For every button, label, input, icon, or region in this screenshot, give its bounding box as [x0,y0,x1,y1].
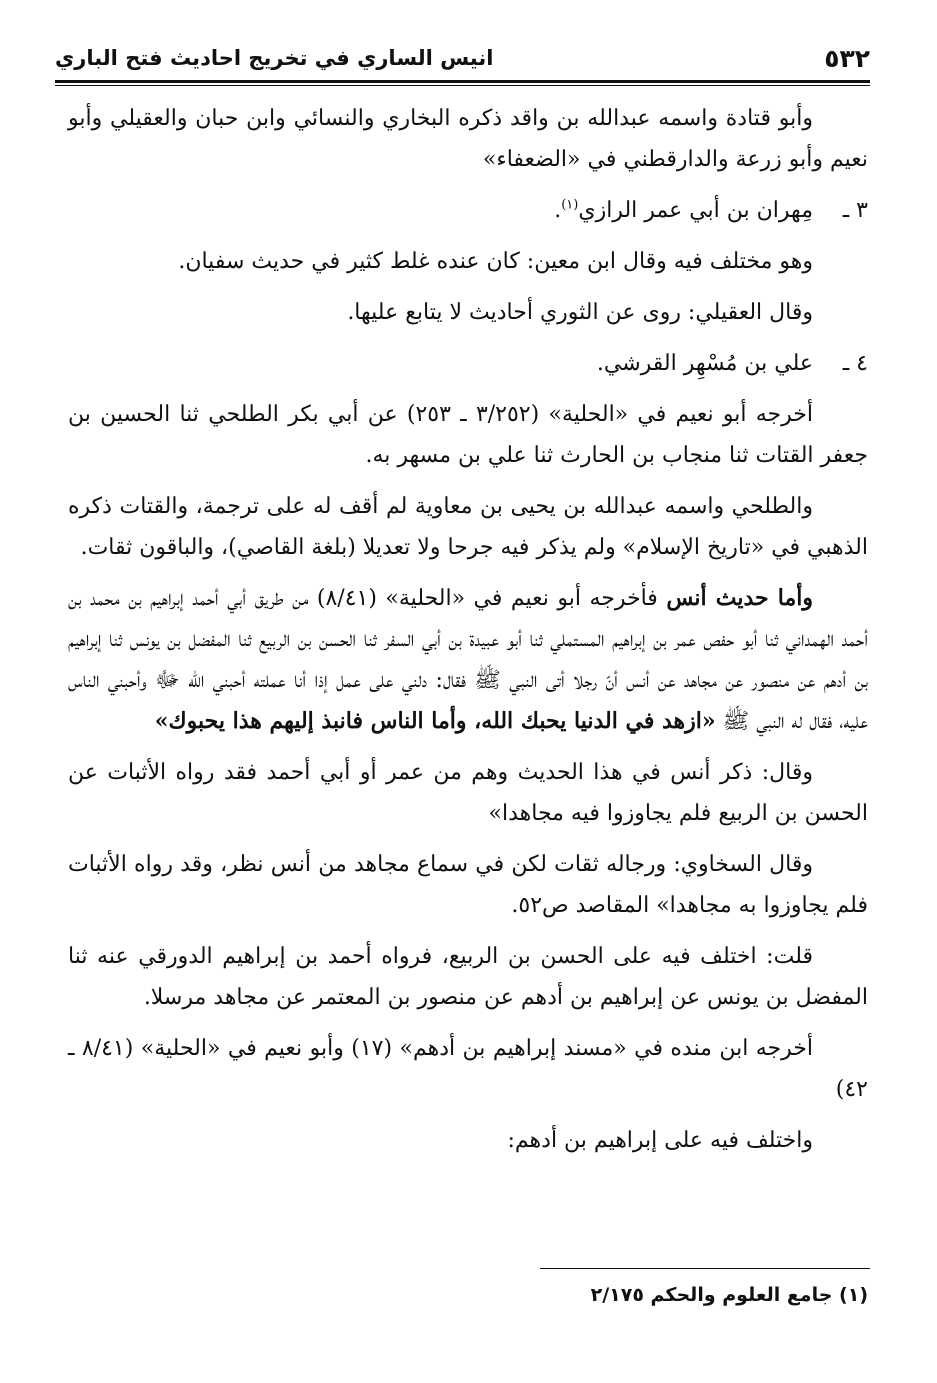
hadith-text: «ازهد في الدنيا يحبك الله، وأما الناس فانبذ إليهم هذا يحبوك» [154,708,716,734]
list-item-3 [68,190,868,231]
item-text: مِهران بن أبي عمر الرازي$^{(١)}$. [554,197,813,223]
paragraph-hilya: أخرجه أبو نعيم في «الحلية» (٣/٢٥٢ ـ ٢٥٣) عن أبي بكر الطلحي ثنا الحسين بن جعفر القتات ثنا منجاب بن الحارث ثنا علي بن مسهر به. [68,402,868,468]
paragraph-ibn-main: وهو مختلف فيه وقال ابن معين: كان عنده غلط كثير في حديث سفيان. [178,249,813,274]
paragraph-uqaili: وقال العقيلي: روى عن الثوري أحاديث لا يتابع عليها. [347,300,813,325]
header-rule-thin [55,85,870,86]
paragraph-abu-qatada: وأبو قتادة واسمه عبدالله بن واقد ذكره البخاري والنسائي وابن حبان والعقيلي وأبو نعيم وأبو زرعة والدارقطني في «الضعفاء» [68,106,868,172]
item-number: ٣ ـ [842,198,868,223]
paragraph-ikhtilaf: واختلف فيه على إبراهيم بن أدهم: [507,1128,813,1153]
running-title: انيس الساري في تخريج احاديث فتح الباري [55,46,494,70]
page-header [55,38,870,78]
paragraph-sakhawi: وقال السخاوي: ورجاله ثقات لكن في سماع مجاهد من أنس نظر، وقد رواه الأثبات فلم يجاوزوا به مجاهدا» المقاصد ص٥٢. [68,852,868,918]
page-body [68,98,868,1171]
page-number: ٥٣٢ [824,43,870,73]
paragraph-ibn-mandah: أخرجه ابن منده في «مسند إبراهيم بن أدهم» (١٧) وأبو نعيم في «الحلية» (٨/٤١ ـ ٤٢) [68,1036,868,1102]
footnote-rule [540,1268,870,1269]
header-rule [55,80,870,83]
list-item-4 [68,343,868,384]
footnote: (١) جامع العلوم والحكم ٢/١٧٥ [590,1284,868,1306]
bold-lead: وأما حديث أنس [666,585,813,611]
paragraph-qultu: قلت: اختلف فيه على الحسن بن الربيع، فرواه أحمد بن إبراهيم الدورقي عنه ثنا المفضل بن يونس عن إبراهيم بن أدهم عن منصور بن المعتمر عن مجاهد مرسلا. [68,944,868,1010]
paragraph-comment: وقال: ذكر أنس في هذا الحديث وهم من عمر أو أبي أحمد فقد رواه الأثبات عن الحسن بن الربيع فلم يجاوزوا فيه مجاهدا» [68,760,868,826]
footnote-ref: (١) [561,197,579,213]
paragraph-talhi: والطلحي واسمه عبدالله بن يحيى بن معاوية لم أقف له على ترجمة، والقتات ذكره الذهبي في «تاريخ الإسلام» ولم يذكر فيه جرحا ولا تعديلا (بلغة القاصي)، والباقون ثقات. [68,494,868,560]
item-number: ٤ ـ [842,351,868,376]
item-text: علي بن مُسْهِر القرشي. [596,351,813,376]
paragraph-anas-hadith: وأما حديث أنس فأخرجه أبو نعيم في «الحلية» (٨/٤١) من طريق أبي أحمد إبراهيم بن محمد بن أحمد الهمداني ثنا أبو حفص عمر بن إبراهيم المستملي ثنا أبو عبيدة بن أبي السفر ثنا الحسن بن الربيع ثنا المفضل بن يونس ثنا إبراهيم بن أدهم عن منصور عن مجاهد عن أنس أنّ رجلا أتى النبي ﷺ فقال: دلني على عمل إذا أنا عملته أحبني الله ﷻ وأحبني الناس عليه، فقال له النبي ﷺ «ازهد في الدنيا يحبك الله، وأما الناس فانبذ إليهم هذا يحبوك» [68,585,868,734]
